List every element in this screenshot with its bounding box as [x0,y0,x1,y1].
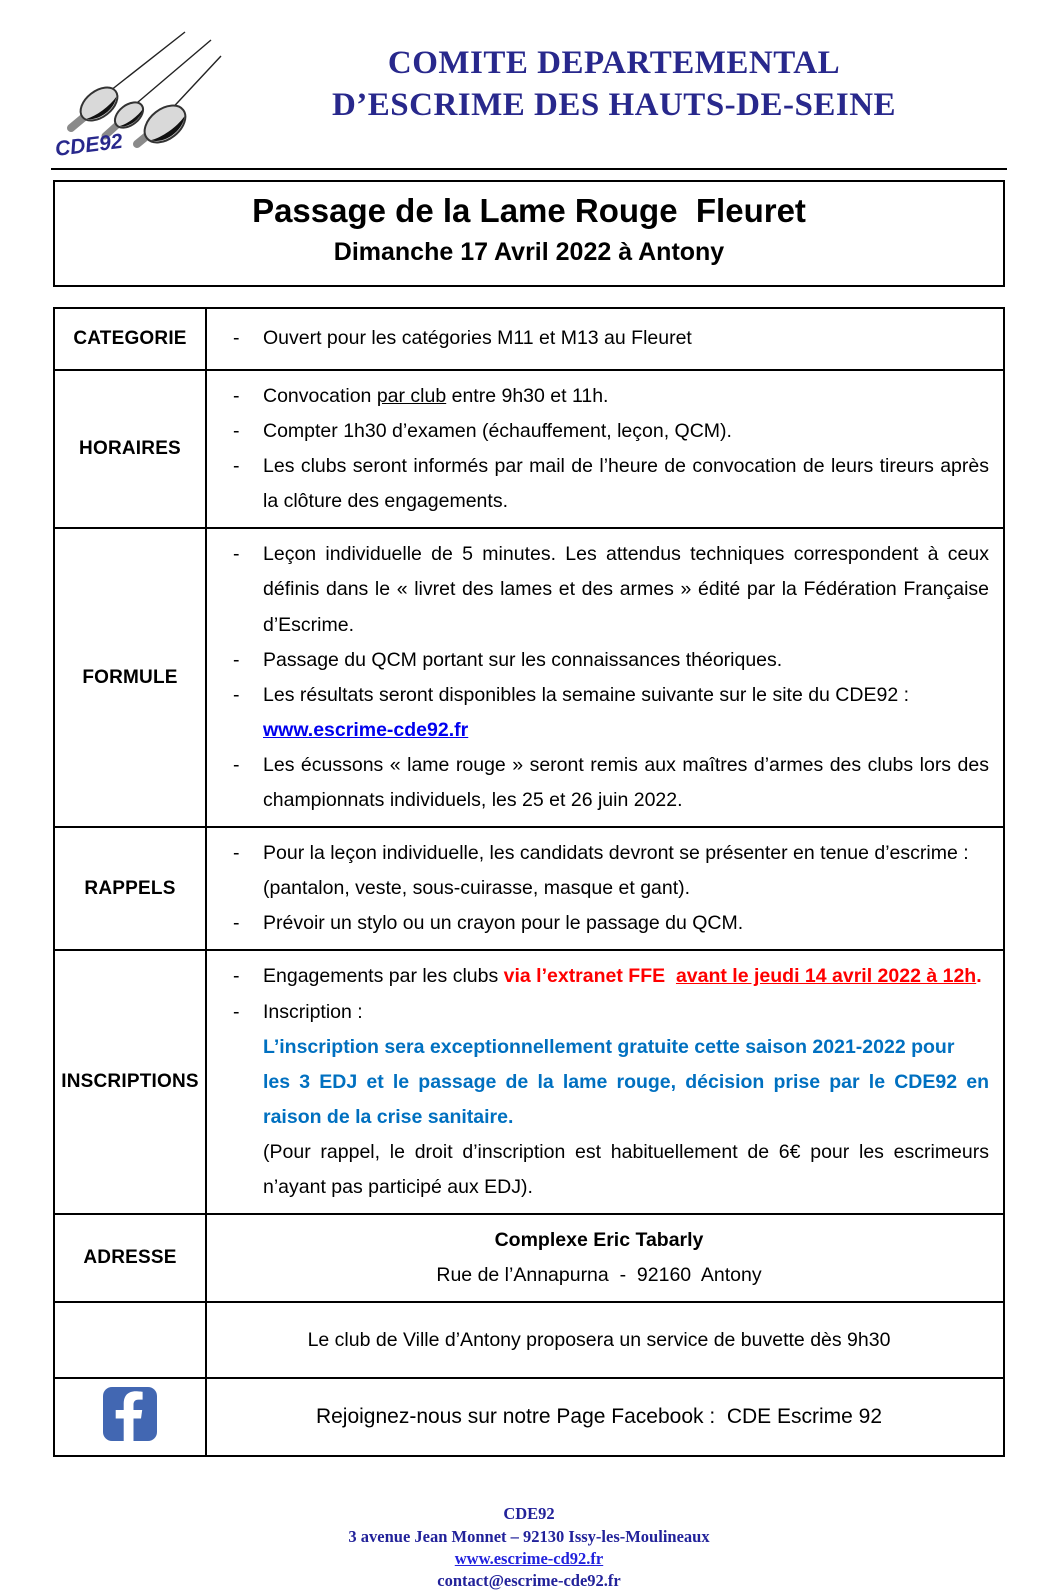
rappels-stylo-text: Prévoir un stylo ou un crayon pour le passage du QCM. [263,912,744,935]
formule-content [206,528,1004,827]
logo-text: CDE92 [53,129,124,161]
buvette-text: Le club de Ville d’Antony proposera un service de buvette dès 9h30 [307,1328,891,1351]
rappels-tenue-text [263,836,991,906]
row-label-formule: FORMULE [54,528,206,827]
categorie-content [206,308,1004,370]
bullet-item [207,906,991,941]
bullet-item [207,643,991,678]
cde92-logo [53,28,223,164]
header [53,28,1005,164]
bullet-dash: - [233,1000,240,1023]
organization-title-line2: D’ESCRIME DES HAUTS-DE-SEINE [331,87,897,124]
header-divider [51,168,1007,170]
row-label-horaires: HORAIRES [54,370,206,528]
text-segment: Les résultats seront disponibles la semaine suivante sur le site du CDE92 : [263,683,910,706]
bullet-item [207,414,991,449]
text-segment: entre 9h30 et 11h. [446,385,609,407]
bullet-dash: - [233,683,240,706]
bullet-item [207,995,991,1206]
footer-website-link[interactable]: www.escrime-cd92.fr [454,1548,604,1568]
table-row-horaires [54,370,1004,528]
bullet-item [207,321,991,356]
venue-address: Rue de l’Annapurna - 92160 Antony [436,1264,762,1287]
table-row-adresse [54,1214,1004,1302]
bullet-item [207,449,991,519]
free-registration-line2: les 3 EDJ et le passage de la lame rouge, décision prise par le CDE92 en raison de la crise sanitaire. [263,1070,989,1128]
formule-qcm-text: Passage du QCM portant sur les connaissances théoriques. [263,648,783,671]
bullet-item [207,748,991,818]
inscriptions-engagements-text [263,959,991,994]
categorie-text: Ouvert pour les catégories M11 et M13 au Fleuret [263,327,692,350]
text-segment: Engagements par les clubs [263,965,504,988]
horaires-content [206,370,1004,528]
bullet-item [207,959,991,994]
bullet-dash: - [233,912,240,935]
facebook-icon-cell [54,1378,206,1456]
event-info-table [53,307,1005,1457]
bullet-dash: - [233,455,240,478]
facebook-icon[interactable] [102,1386,158,1442]
row-label-categorie: CATEGORIE [54,308,206,370]
table-row-inscriptions [54,950,1004,1214]
horaires-examen-text: Compter 1h30 d’examen (échauffement, leçon, QCM). [263,420,732,443]
formule-resultats-text [263,678,991,748]
footer-email[interactable]: contact@escrime-cde92.fr [437,1571,621,1591]
bullet-dash: - [233,648,240,671]
bullet-dash: - [233,327,240,350]
bullet-item [207,836,991,906]
row-label-inscriptions: INSCRIPTIONS [54,950,206,1214]
bullet-dash: - [233,420,240,443]
event-date-location: Dimanche 17 Avril 2022 à Antony [333,238,725,266]
bullet-dash: - [233,753,240,776]
rappels-tenue-detail: (pantalon, veste, sous-cuirasse, masque et gant). [263,877,691,900]
underlined-text: par club [376,385,447,407]
bullet-dash: - [233,385,240,407]
inscriptions-content [206,950,1004,1214]
adresse-content [206,1214,1004,1302]
text-segment: Inscription : [263,1000,363,1023]
event-title-box [53,180,1005,287]
bullet-item [207,678,991,748]
rappels-content [206,827,1004,950]
cde92-website-link[interactable]: www.escrime-cde92.fr [263,718,469,741]
table-row-rappels [54,827,1004,950]
footer-org-name: CDE92 [503,1504,555,1524]
extranet-ffe-text: via l’extranet FFE [503,965,676,988]
table-row-buvette [54,1302,1004,1378]
text-segment: . [976,965,982,988]
event-title: Passage de la Lame Rouge Fleuret [252,192,806,229]
row-label-adresse: ADRESSE [54,1214,206,1302]
free-registration-line1: L’inscription sera exceptionnellement gratuite cette saison 2021-2022 pour [263,1035,955,1058]
table-row-formule [54,528,1004,827]
formule-ecussons-text: Les écussons « lame rouge » seront remis aux maîtres d’armes des clubs lors des championnats individuels, les 25 et 26 juin 2022. [263,753,989,812]
formule-lecon-text: Leçon individuelle de 5 minutes. Les attendus techniques correspondent à ceux définis dans le « livret des lames et des armes » édité par la Fédération Française d’Escrime. [263,543,989,636]
table-row-facebook [54,1378,1004,1456]
horaires-mail-text: Les clubs seront informés par mail de l’heure de convocation de leurs tireurs après la clôture des engagements. [263,455,989,513]
deadline-text: avant le jeudi 14 avril 2022 à 12h [675,965,977,988]
table-row-categorie [54,308,1004,370]
bullet-dash: - [233,842,240,865]
text-segment: Pour la leçon individuelle, les candidats devront se présenter en tenue d’escrime : [263,842,969,865]
bullet-dash: - [233,965,240,988]
inscriptions-inscription-text [263,995,991,1206]
organization-title [223,28,1005,126]
facebook-content [206,1378,1004,1456]
bullet-dash: - [233,543,240,566]
fencing-swords-icon [53,28,223,164]
row-label-rappels: RAPPELS [54,827,206,950]
buvette-content [206,1302,1004,1378]
footer-address: 3 avenue Jean Monnet – 92130 Issy-les-Moulineaux [348,1526,710,1546]
horaires-convocation-text [263,379,991,414]
registration-fee-note: (Pour rappel, le droit d’inscription est habituellement de 6€ pour les escrimeurs n’ayant pas participé aux EDJ). [263,1140,989,1198]
row-label-empty [54,1302,206,1378]
venue-name: Complexe Eric Tabarly [494,1229,704,1252]
text-segment: Convocation [263,385,377,407]
bullet-item [207,379,991,414]
facebook-page-text[interactable]: Rejoignez-nous sur notre Page Facebook : CDE Escrime 92 [315,1405,883,1429]
organization-title-line1: COMITE DEPARTEMENTAL [387,45,841,81]
bullet-item [207,537,991,642]
footer [53,1503,1005,1592]
